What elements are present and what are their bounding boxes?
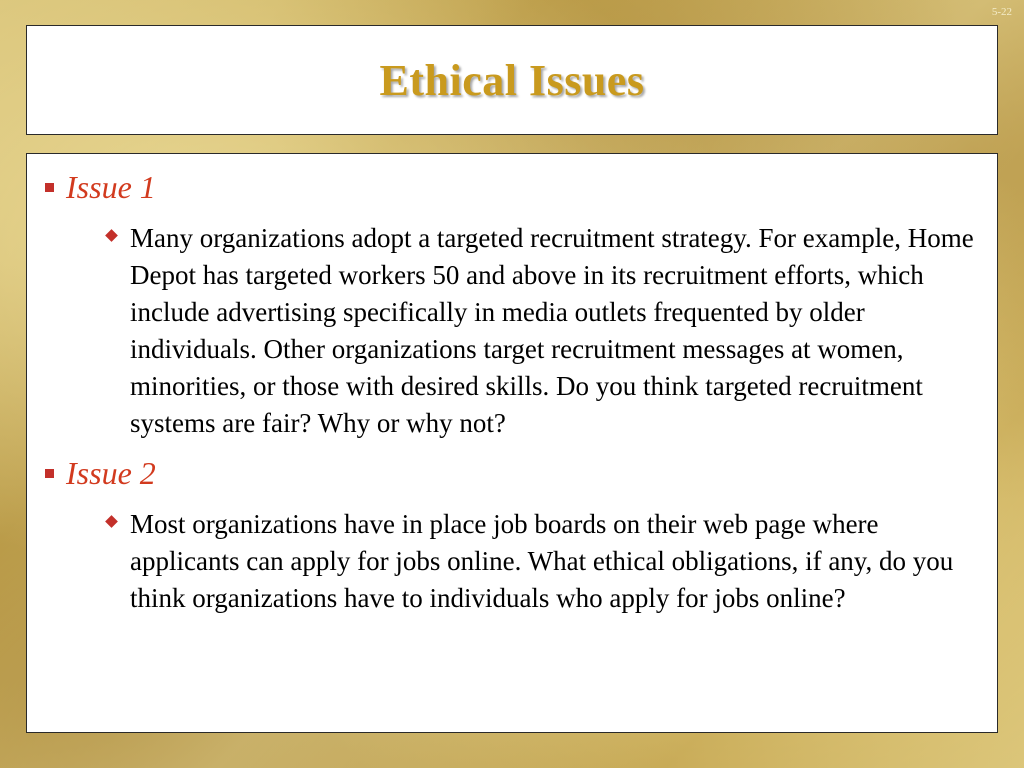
issue-1-item [107, 220, 977, 442]
square-bullet-icon [45, 183, 54, 192]
content-box [26, 153, 998, 733]
issue-1-heading [45, 168, 977, 206]
issue-1-text: Many organizations adopt a targeted recruitment strategy. For example, Home Depot has targeted workers 50 and above in its recruitment efforts, which include advertising specifically in media outlets frequented by older individuals. Other organizations target recruitment messages at women, minorities, or those with desired skills. Do you think targeted recruitment systems are fair? Why or why not? [130, 223, 974, 438]
issue-2-heading [45, 454, 977, 492]
slide-title: Ethical Issues [379, 55, 645, 105]
issue-2-label: Issue 2 [66, 455, 156, 491]
slide-page-number: 5-22 [991, 6, 1012, 18]
square-bullet-icon [45, 469, 54, 478]
diamond-bullet-icon [105, 229, 118, 242]
issue-2-item [107, 506, 977, 617]
title-box [26, 25, 998, 135]
diamond-bullet-icon [105, 515, 118, 528]
issue-2-text: Most organizations have in place job boards on their web page where applicants can apply for jobs online. What ethical obligations, if any, do you think organizations have to individuals who apply for jobs online? [130, 509, 954, 613]
issue-1-label: Issue 1 [66, 169, 156, 205]
